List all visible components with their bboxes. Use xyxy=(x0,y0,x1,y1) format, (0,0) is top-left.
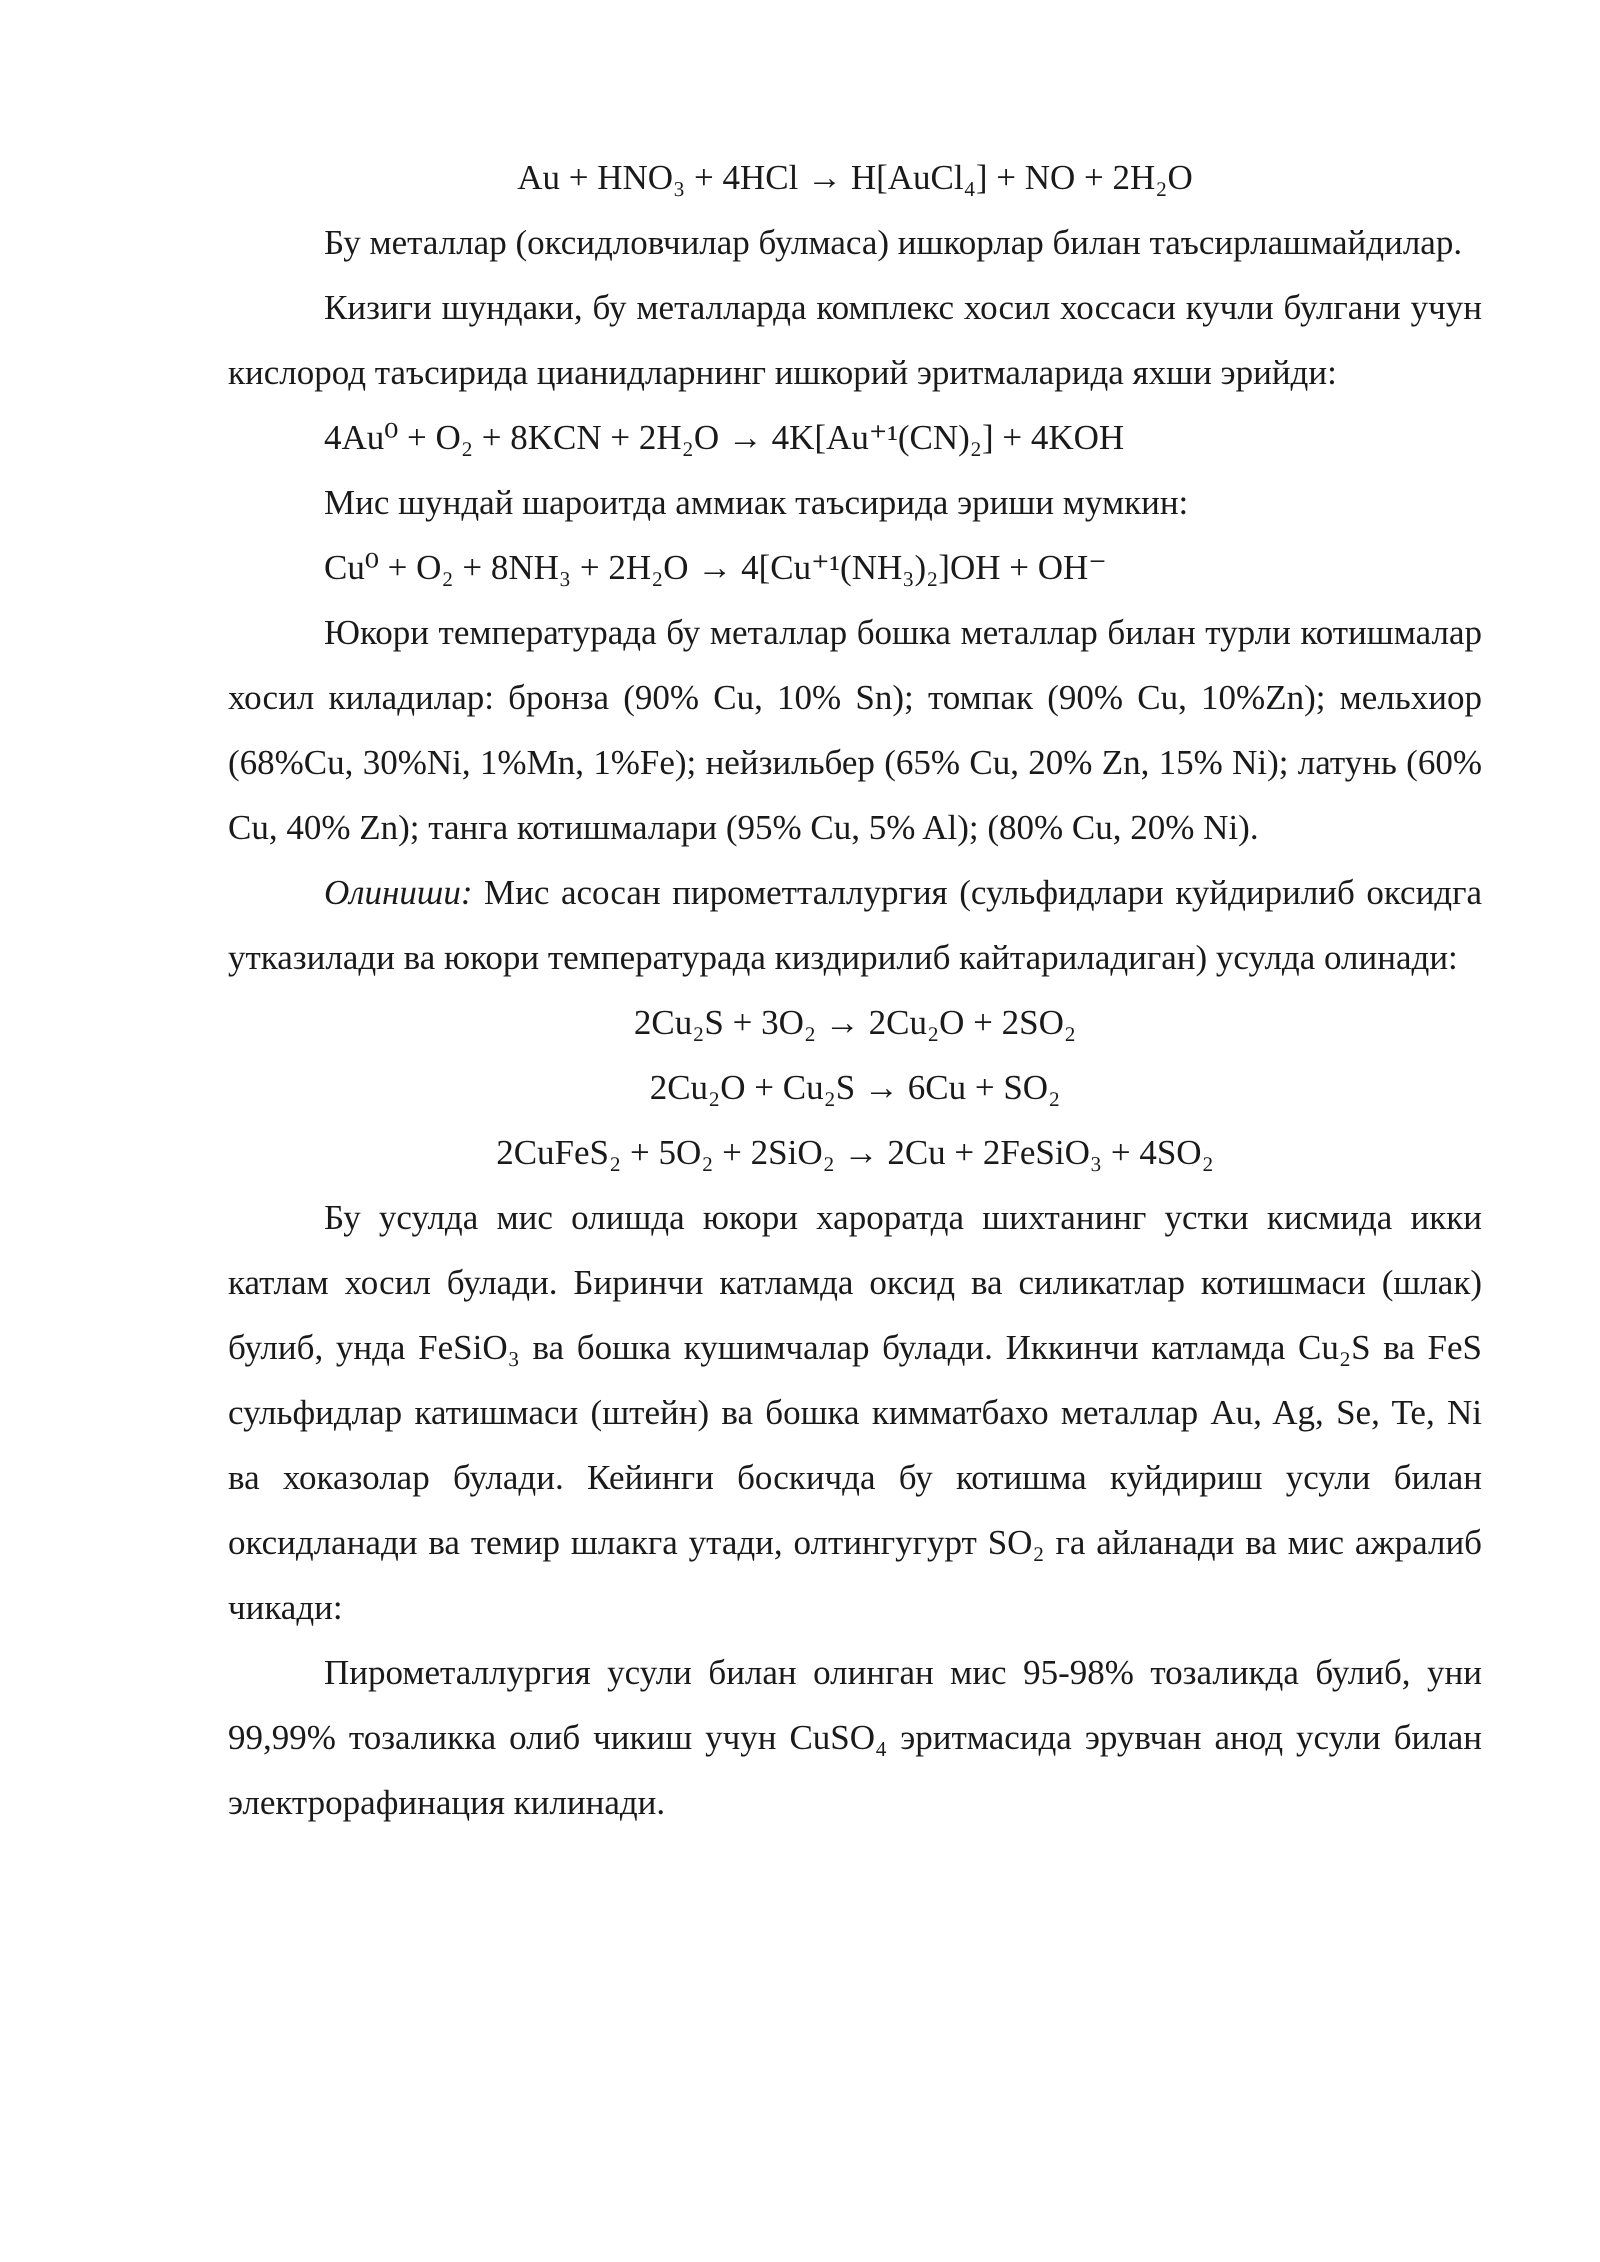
equation-roasting-3: 2CuFeS₂ + 5O₂ + 2SiO₂ → 2Cu + 2FeSiO₃ + 4SO₂ xyxy=(496,1133,1214,1172)
production-text: Мис асосан пирометталлургия (сульфидлари куйдирилиб оксидга утказилади ва юкори температурада киздирилиб кайтариладиган) усулда олинади: xyxy=(228,873,1482,977)
equation-roasting-2: 2Cu₂O + Cu₂S → 6Cu + SO₂ xyxy=(649,1068,1061,1107)
equation-gold-cyanide: 4Au⁰ + O₂ + 8KCN + 2H₂O → 4K[Au⁺¹(CN)₂] + 4KOH xyxy=(324,418,1125,457)
document-page xyxy=(228,145,1482,1835)
paragraph-production xyxy=(228,860,1482,990)
equation-roasting-1: 2Cu₂S + 3O₂ → 2Cu₂O + 2SO₂ xyxy=(633,1003,1077,1042)
paragraph-ammonia: Мис шундай шароитда аммиак таъсирида эриши мумкин: xyxy=(324,483,1189,522)
equation-copper-ammonia: Cu⁰ + O₂ + 8NH₃ + 2H₂O → 4[Cu⁺¹(NH₃)₂]OH + OH⁻ xyxy=(324,548,1107,587)
paragraph-cyanide: Кизиги шундаки, бу металларда комплекс хосил хоссаси кучли булгани учун кислород таъсирида цианидларнинг ишкорий эритмаларида яхши эрийди: xyxy=(228,288,1482,392)
paragraph-refining: Пирометаллургия усули билан олинган мис 95-98% тозаликда булиб, уни 99,99% тозаликка олиб чикиш учун CuSO₄ эритмасида эрувчан анод усули билан электрорафинация килинади. xyxy=(228,1653,1482,1822)
paragraph-alloys: Юкори температурада бу металлар бошка металлар билан турли котишмалар хосил киладилар: бронза (90% Cu, 10% Sn); томпак (90% Cu, 10%Zn); мельхиор (68%Cu, 30%Ni, 1%Mn, 1%Fe); нейзильбер (65% Cu, 20% Zn, 15% Ni); латунь (60% Cu, 40% Zn); танга котишмалари (95% Cu, 5% Al); (80% Cu, 20% Ni). xyxy=(228,613,1482,847)
equation-gold-aqua-regia: Au + HNO₃ + 4HCl → H[AuCl₄] + NO + 2H₂O xyxy=(517,158,1193,197)
production-label: Олиниши: xyxy=(324,873,473,912)
paragraph-alkali: Бу металлар (оксидловчилар булмаса) ишкорлар билан таъсирлашмайдилар. xyxy=(324,223,1463,262)
paragraph-layers: Бу усулда мис олишда юкори хароратда шихтанинг устки кисмида икки катлам хосил булади. Биринчи катламда оксид ва силикатлар котишмаси (шлак) булиб, унда FeSiO₃ ва бошка кушимчалар булади. Иккинчи катламда Cu₂S ва FeS сульфидлар катишмаси (штейн) ва бошка кимматбахо металлар Au, Ag, Se, Te, Ni ва хоказолар булади. Кейинги боскичда бу котишма куйдириш усули билан оксидланади ва темир шлакга утади, олтингугурт SO₂ га айланади ва мис ажралиб чикади: xyxy=(228,1198,1482,1627)
